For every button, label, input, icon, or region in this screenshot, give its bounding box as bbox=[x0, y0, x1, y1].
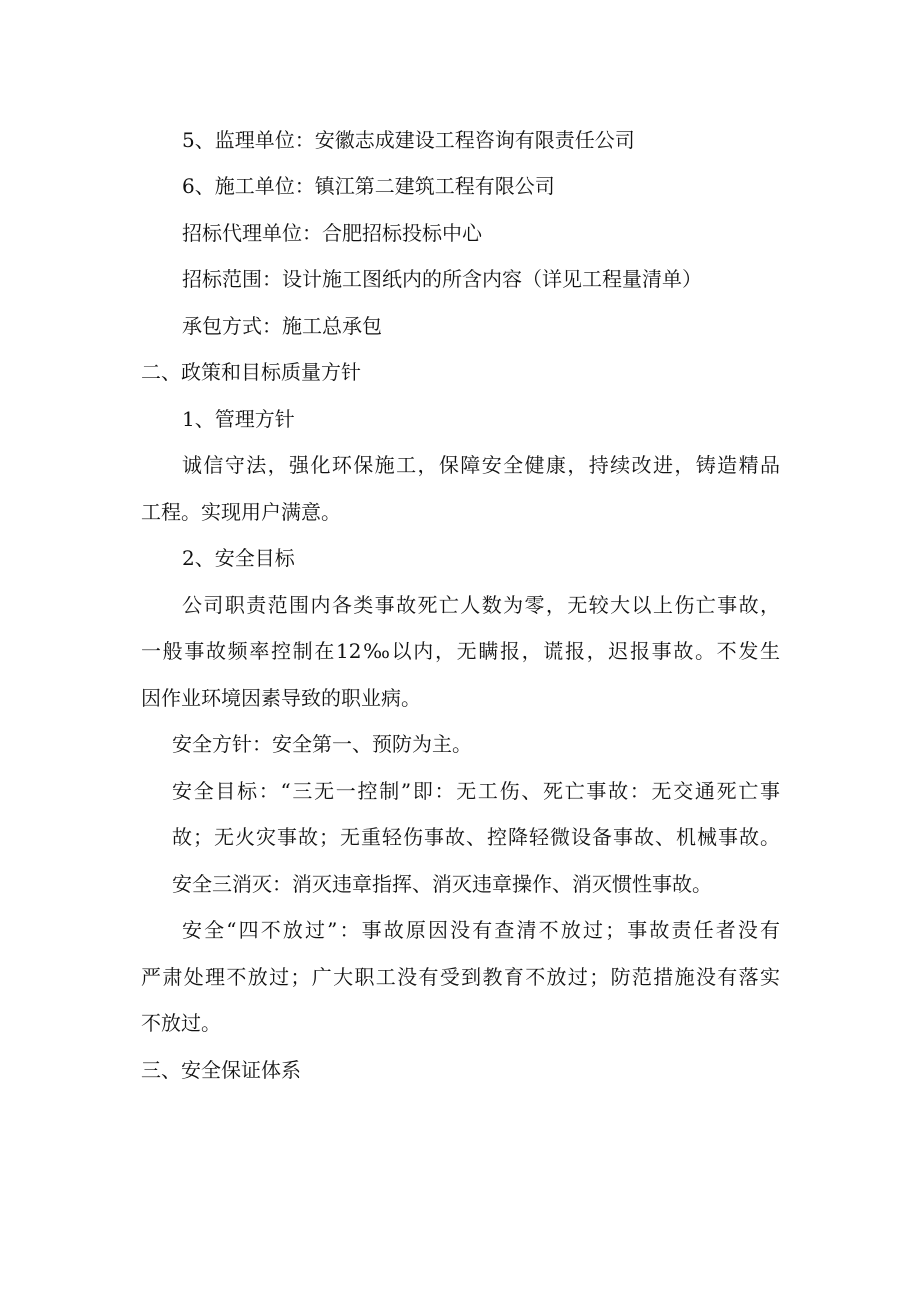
paragraph-safety-objectives-line1: 公司职责范围内各类事故死亡人数为零，无较大以上伤亡事故， bbox=[182, 593, 780, 617]
subheading-management-policy: 1、管理方针 bbox=[182, 407, 295, 431]
line-bidding-agent: 招标代理单位：合肥招标投标中心 bbox=[182, 221, 482, 245]
paragraph-management-policy-line1: 诚信守法，强化环保施工，保障安全健康，持续改进，铸造精品 bbox=[182, 453, 780, 477]
line-contract-mode: 承包方式：施工总承包 bbox=[182, 314, 382, 338]
paragraph-four-not-let-go-line1: 安全“四不放过”：事故原因没有查清不放过；事故责任者没有 bbox=[182, 918, 780, 942]
heading-policy-objectives: 二、政策和目标质量方针 bbox=[141, 360, 361, 384]
paragraph-four-not-let-go-line3: 不放过。 bbox=[141, 1011, 221, 1035]
paragraph-four-not-let-go-line2: 严肃处理不放过；广大职工没有受到教育不放过；防范措施没有落实 bbox=[141, 965, 780, 989]
line-safety-target-line2: 故；无火灾事故；无重轻伤事故、控降轻微设备事故、机械事故。 bbox=[172, 825, 780, 849]
line-three-eliminations: 安全三消灭：消灭违章指挥、消灭违章操作、消灭惯性事故。 bbox=[172, 872, 712, 896]
line-construction-unit: 6、施工单位：镇江第二建筑工程有限公司 bbox=[182, 174, 555, 198]
line-supervision-unit: 5、监理单位：安徽志成建设工程咨询有限责任公司 bbox=[182, 128, 635, 152]
paragraph-safety-objectives-line3: 因作业环境因素导致的职业病。 bbox=[141, 686, 421, 710]
line-safety-target-line1: 安全目标：“三无一控制”即：无工伤、死亡事故：无交通死亡事 bbox=[172, 779, 780, 803]
paragraph-safety-objectives-line2: 一般事故频率控制在12‰以内，无瞒报，谎报，迟报事故。不发生 bbox=[141, 639, 780, 663]
line-safety-policy: 安全方针：安全第一、预防为主。 bbox=[172, 732, 472, 756]
line-bidding-scope: 招标范围：设计施工图纸内的所含内容（详见工程量清单） bbox=[182, 267, 702, 291]
paragraph-management-policy-line2: 工程。实现用户满意。 bbox=[141, 500, 341, 524]
subheading-safety-objectives: 2、安全目标 bbox=[182, 546, 295, 570]
heading-safety-assurance-system: 三、安全保证体系 bbox=[141, 1058, 301, 1082]
